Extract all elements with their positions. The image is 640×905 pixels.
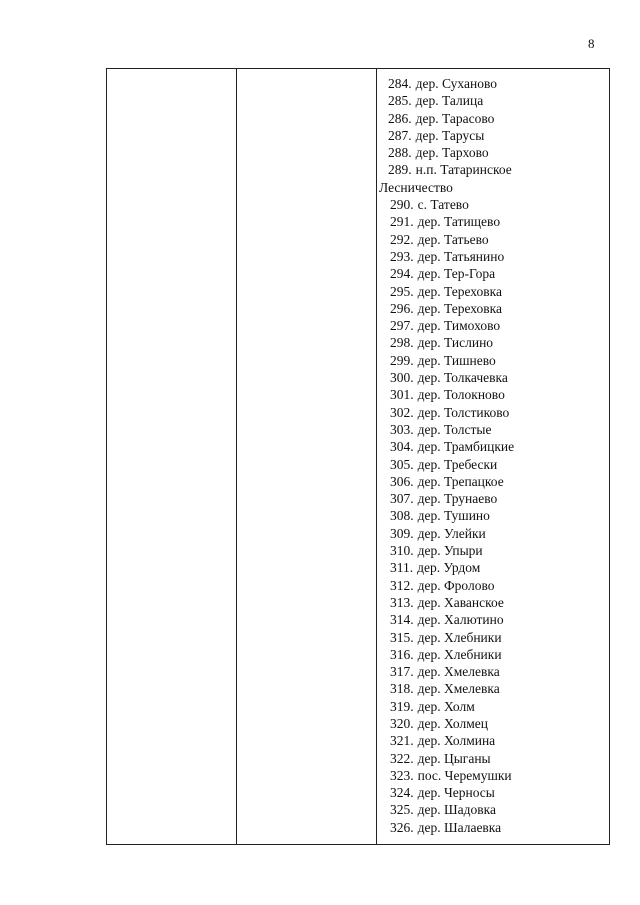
item-number: 323. xyxy=(390,767,414,783)
item-number: 315. xyxy=(390,629,414,645)
settlement-name: дер. Холмец xyxy=(417,715,488,731)
list-item xyxy=(382,421,607,438)
settlement-name: дер. Тереховка xyxy=(417,300,502,316)
settlement-name: н.п. Татаринское xyxy=(415,162,512,178)
settlement-name: дер. Толстые xyxy=(417,421,492,437)
settlement-name: дер. Шалаевка xyxy=(417,819,502,835)
settlement-name: дер. Татьево xyxy=(417,231,489,247)
settlement-name: дер. Улейки xyxy=(417,525,486,541)
item-number: 303. xyxy=(390,421,414,437)
item-number: 326. xyxy=(390,819,414,835)
item-number: 301. xyxy=(390,387,414,403)
settlement-name: дер. Хмелевка xyxy=(417,681,500,697)
settlement-name: дер. Черносы xyxy=(417,785,495,801)
list-item xyxy=(382,715,607,732)
item-number: 291. xyxy=(390,214,414,230)
list-item xyxy=(382,629,607,646)
item-number: 293. xyxy=(390,248,414,264)
list-item xyxy=(382,196,607,213)
item-number: 308. xyxy=(390,508,414,524)
list-item xyxy=(382,473,607,490)
item-number: 312. xyxy=(390,577,414,593)
settlement-name: дер. Требески xyxy=(417,456,498,472)
settlement-list xyxy=(379,75,607,836)
settlement-name: дер. Тушино xyxy=(417,508,490,524)
list-item xyxy=(382,92,607,109)
list-item xyxy=(382,369,607,386)
list-item xyxy=(382,559,607,576)
settlement-name: дер. Тархово xyxy=(415,145,489,161)
item-number: 294. xyxy=(390,266,414,282)
list-item xyxy=(382,542,607,559)
item-number: 314. xyxy=(390,612,414,628)
settlement-name: дер. Холмина xyxy=(417,733,496,749)
list-item xyxy=(382,144,607,161)
item-number: 324. xyxy=(390,785,414,801)
settlement-name: дер. Тарусы xyxy=(415,127,485,143)
item-number: 285. xyxy=(388,93,412,109)
item-number: 311. xyxy=(390,560,414,576)
list-item xyxy=(382,317,607,334)
item-number: 287. xyxy=(388,127,412,143)
column-divider-1 xyxy=(236,69,237,844)
list-item xyxy=(382,801,607,818)
item-number: 302. xyxy=(390,404,414,420)
list-item xyxy=(382,577,607,594)
settlement-name: дер. Хмелевка xyxy=(417,664,500,680)
list-item xyxy=(382,750,607,767)
list-item xyxy=(382,404,607,421)
item-number: 286. xyxy=(388,110,412,126)
page-number: 8 xyxy=(588,36,595,51)
settlement-name: дер. Трунаево xyxy=(417,491,498,507)
item-number: 313. xyxy=(390,594,414,610)
settlement-name: дер. Толкачевка xyxy=(417,370,508,386)
list-item xyxy=(382,611,607,628)
settlement-name: дер. Толстиково xyxy=(417,404,510,420)
list-item xyxy=(382,438,607,455)
settlement-name: дер. Холм xyxy=(417,698,475,714)
list-item xyxy=(382,732,607,749)
list-item xyxy=(382,283,607,300)
list-item xyxy=(382,507,607,524)
settlement-name: дер. Талица xyxy=(415,93,484,109)
list-item xyxy=(382,352,607,369)
settlement-name: дер. Шадовка xyxy=(417,802,496,818)
settlement-name: дер. Трепацкое xyxy=(417,473,504,489)
item-number: 307. xyxy=(390,491,414,507)
item-number: 322. xyxy=(390,750,414,766)
item-number: 290. xyxy=(390,197,414,213)
column-divider-2 xyxy=(376,69,377,844)
settlement-name: дер. Татищево xyxy=(417,214,501,230)
item-number: 284. xyxy=(388,76,412,91)
settlement-name: дер. Тимохово xyxy=(417,318,501,334)
item-number: 310. xyxy=(390,543,414,559)
item-number: 325. xyxy=(390,802,414,818)
item-number: 300. xyxy=(390,370,414,386)
settlement-name: дер. Фролово xyxy=(417,577,495,593)
item-number: 306. xyxy=(390,473,414,489)
settlement-name: дер. Урдом xyxy=(417,560,481,576)
settlement-name: дер. Толокново xyxy=(417,387,505,403)
list-item xyxy=(382,698,607,715)
item-number: 297. xyxy=(390,318,414,334)
item-number: 319. xyxy=(390,698,414,714)
list-item xyxy=(382,265,607,282)
item-number: 320. xyxy=(390,715,414,731)
item-number: 317. xyxy=(390,664,414,680)
item-number: 292. xyxy=(390,231,414,247)
list-item xyxy=(382,680,607,697)
list-item xyxy=(382,248,607,265)
list-item xyxy=(382,75,607,92)
settlement-name-continuation: Лесничество xyxy=(379,179,453,195)
list-item xyxy=(382,213,607,230)
settlement-name: дер. Упыри xyxy=(417,543,483,559)
item-number: 321. xyxy=(390,733,414,749)
list-item xyxy=(382,161,607,178)
settlement-name: дер. Тишнево xyxy=(417,352,496,368)
item-number: 295. xyxy=(390,283,414,299)
list-item xyxy=(382,646,607,663)
item-number: 304. xyxy=(390,439,414,455)
list-item xyxy=(382,767,607,784)
list-item xyxy=(382,110,607,127)
settlement-name: дер. Суханово xyxy=(415,76,497,91)
list-item xyxy=(382,456,607,473)
list-item xyxy=(382,784,607,801)
settlement-name: с. Татево xyxy=(417,197,469,213)
settlement-name: дер. Хлебники xyxy=(417,646,502,662)
item-number: 316. xyxy=(390,646,414,662)
item-number: 289. xyxy=(388,162,412,178)
item-number: 298. xyxy=(390,335,414,351)
item-number: 288. xyxy=(388,145,412,161)
settlement-name: дер. Хлебники xyxy=(417,629,502,645)
list-item xyxy=(382,334,607,351)
item-number: 309. xyxy=(390,525,414,541)
settlement-name: пос. Черемушки xyxy=(417,767,512,783)
list-item xyxy=(382,386,607,403)
settlement-name: дер. Тер-Гора xyxy=(417,266,496,282)
list-item xyxy=(382,231,607,248)
list-item xyxy=(382,663,607,680)
settlement-name: дер. Тарасово xyxy=(415,110,495,126)
item-number: 299. xyxy=(390,352,414,368)
settlement-name: дер. Трамбицкие xyxy=(417,439,515,455)
settlement-name: дер. Цыганы xyxy=(417,750,491,766)
settlement-name: дер. Хаванское xyxy=(417,594,504,610)
item-number: 305. xyxy=(390,456,414,472)
settlement-name: дер. Тереховка xyxy=(417,283,502,299)
list-item xyxy=(382,127,607,144)
list-item xyxy=(382,819,607,836)
item-number: 296. xyxy=(390,300,414,316)
list-item xyxy=(382,525,607,542)
settlements-table xyxy=(106,68,610,845)
list-item xyxy=(382,300,607,317)
settlement-name: дер. Тислино xyxy=(417,335,494,351)
settlement-name: дер. Халютино xyxy=(417,612,504,628)
item-number: 318. xyxy=(390,681,414,697)
list-item xyxy=(382,490,607,507)
list-item xyxy=(382,594,607,611)
settlement-name: дер. Татьянино xyxy=(417,248,505,264)
